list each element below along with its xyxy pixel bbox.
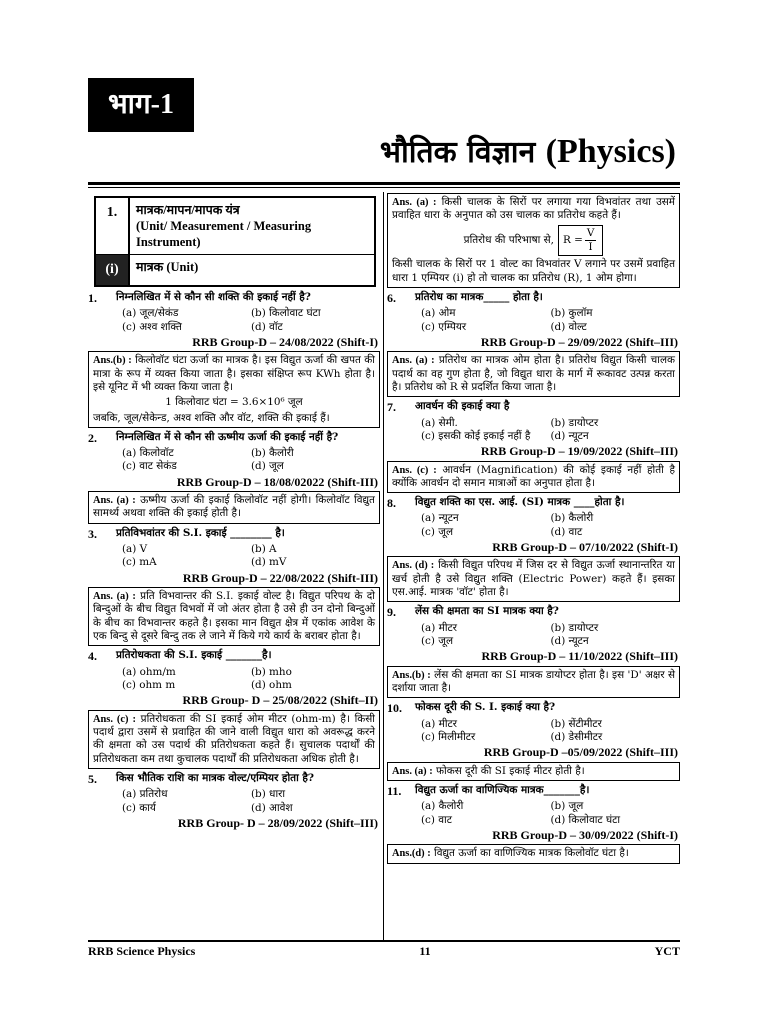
option: (c) mA [122, 556, 157, 569]
option: (b) जूल [550, 800, 584, 813]
answer-label: Ans. (c) : [93, 713, 136, 725]
exam-reference: RRB Group-D – 11/10/2022 (Shift–III) [481, 649, 678, 664]
subtopic-number: (i) [96, 255, 130, 285]
answer-box [88, 351, 380, 428]
option: (a) V [122, 543, 148, 556]
question-10 [387, 701, 680, 716]
answer-text: ऊष्मीय ऊर्जा की इकाई किलोवॉट नहीं होगी। किलोवॉट विद्युत सामर्थ्य अथवा शक्ति की इकाई होती है। [93, 494, 375, 520]
title-english: (Physics) [545, 133, 676, 170]
question-text: विद्युत ऊर्जा का वाणिज्यिक मात्रक_______है। [415, 784, 590, 797]
question-text: लेंस की क्षमता का SI मात्रक क्या है? [415, 605, 559, 618]
option: (a) किलोवॉट [122, 447, 174, 460]
formula-numerator: V [585, 227, 597, 241]
exam-reference: RRB Group- D – 28/09/2022 (Shift–III) [177, 815, 378, 830]
option: (c) वाट सेकंड [122, 460, 177, 473]
answer-box [387, 844, 680, 863]
option: (c) मिलीमीटर [421, 731, 476, 744]
question-text: आवर्धन की इकाई क्या है [415, 400, 510, 413]
options [88, 666, 380, 693]
column-divider [383, 192, 384, 940]
exam-reference: RRB Group-D – 22/08/2022 (Shift-III) [182, 570, 378, 585]
answer-box [387, 351, 680, 397]
option: (d) किलोवाट घंटा [550, 813, 621, 826]
answer-box [88, 710, 380, 769]
option: (a) ohm/m [122, 665, 176, 678]
exam-reference: RRB Group-D – 19/09/2022 (Shift–III) [480, 444, 678, 459]
options [387, 622, 680, 649]
answer-box [88, 587, 380, 646]
question-number: 9. [387, 605, 396, 620]
answer-text: प्रति विभवान्तर की S.I. इकाई वोल्ट है। विद्युत परिपथ के दो बिन्दुओं के बीच विद्युत विभवों में जो अंतर होता है उसे ही उन दोनो बिन्दुओं के बीच का विभवान्तर कहते है। इसका मान विद्युत क्षेत्र में एकांक आवेश के एक बिन्दु से दूसरे बिन्दु तक ले जाने में किये गये कार्य के बराबर होता है। [93, 590, 375, 643]
question-text: विद्युत शक्ति का एस. आई. (SI) मात्रक ____होता है। [415, 496, 625, 509]
option: (a) जूल/सेकंड [122, 307, 179, 320]
option: (d) वाट [550, 525, 583, 538]
option: (a) मीटर [421, 621, 457, 634]
question-text: फोकस दूरी की S. I. इकाई क्या है? [415, 701, 556, 714]
question-number: 4. [88, 649, 97, 664]
question-number: 5. [88, 771, 97, 786]
answer-label: Ans. (a) : [93, 591, 136, 603]
question-number: 7. [387, 400, 396, 415]
question-text: प्रतिविभवांतर की S.I. इकाई ________ है। [116, 526, 285, 539]
answer-label: Ans. (c) : [392, 464, 437, 476]
question-7 [387, 400, 680, 415]
formula-prefix: प्रतिरोध की परिभाषा से, [463, 233, 554, 246]
option: (d) ohm [251, 679, 292, 692]
subtopic-heading: मात्रक (Unit) [136, 260, 199, 274]
options [88, 307, 380, 334]
question-number: 1. [88, 290, 97, 305]
options [387, 307, 680, 334]
topic-heading: मात्रक/मापन/मापक यंत्र [136, 203, 240, 217]
options [88, 788, 380, 815]
answer-text: प्रतिरोध का मात्रक ओम होता है। प्रतिरोध विद्युत किसी चालक पदार्थ का वह गुण होता है, जो विद्युत धारा के मार्ग में रूकावट उत्पन्न करता है। प्रतिरोध को R से प्रदर्शित किया जाता है। [392, 354, 675, 393]
question-text: प्रतिरोध का मात्रक_____ होता है। [415, 290, 543, 303]
answer-label: Ans. (a) : [93, 495, 136, 507]
question-9 [387, 605, 680, 620]
option: (d) वॉट [251, 320, 283, 333]
exam-reference: RRB Group-D – 29/09/2022 (Shift–III) [480, 334, 678, 349]
topic-box [94, 196, 376, 287]
answer-box [387, 193, 680, 288]
answer-text: आवर्धन (Magnification) की कोई इकाई नहीं होती है क्योंकि आवर्धन दो समान मात्राओं का अनुपात होता है। [392, 463, 675, 489]
answer-formula: 1 किलोवाट घंटा = 3.6×10⁶ जूल [165, 396, 303, 409]
answer-text: लेंस की क्षमता का SI मात्रक डायोप्टर होता है। इस 'D' अक्षर से दर्शाया जाता है। [392, 668, 676, 695]
footer-book-title: RRB Science Physics [88, 944, 196, 958]
option: (c) कार्य [122, 801, 156, 814]
part-badge: भाग-1 [88, 78, 194, 132]
question-text: किस भौतिक राशि का मात्रक वोल्ट/एम्पियर होता है? [116, 771, 314, 784]
option: (b) कैलोरी [251, 447, 294, 460]
answer-text: किसी चालक के सिरों पर लगाया गया विभवांतर तथा उसमें प्रवाहित धारा के अनुपात को उस चालक का प्रतिरोध कहते हैं। [392, 196, 675, 222]
answer-label: Ans.(b) : [93, 355, 132, 367]
option: (d) डेसीमीटर [550, 731, 603, 744]
option: (a) न्यूटन [421, 512, 459, 525]
question-number: 8. [387, 496, 396, 511]
option: (a) ओम [421, 307, 456, 320]
question-text: निम्नलिखित में से कौन सी शक्ति की इकाई नहीं है? [116, 290, 311, 303]
option: (d) वोल्ट [550, 320, 587, 333]
option: (c) जूल [421, 525, 453, 538]
question-1 [88, 291, 380, 306]
option: (c) इसकी कोई इकाई नहीं है [421, 429, 531, 442]
option: (c) वाट [421, 813, 452, 826]
exam-reference: RRB Group-D – 24/08/2022 (Shift-I) [192, 334, 378, 349]
question-6 [387, 291, 680, 306]
question-number: 11. [387, 784, 402, 799]
exam-reference: RRB Group-D – 30/09/2022 (Shift-I) [492, 828, 678, 843]
option: (a) सेमी. [421, 416, 458, 429]
answer-text: किसी चालक के सिरों पर 1 वोल्ट का विभवांतर V लगाने पर उसमें प्रवाहित धारा 1 एम्पियर (i) हो तो चालक का प्रतिरोध (R), 1 ओम होगा। [392, 258, 675, 284]
answer-label: Ans. (a) : [392, 355, 435, 367]
option: (b) A [251, 543, 277, 556]
formula-denominator: I [588, 240, 593, 253]
answer-label: Ans. (d) : [392, 560, 435, 572]
topic-subheading: (Unit/ Measurement / Measuring Instrument) [136, 219, 312, 249]
options [387, 417, 680, 444]
right-column [387, 192, 680, 866]
options [387, 718, 680, 745]
left-column [88, 192, 380, 832]
question-number: 10. [387, 701, 402, 716]
header-rule-thick [88, 182, 680, 185]
question-3 [88, 527, 380, 542]
answer-label: Ans. (a) : [392, 765, 433, 777]
question-2 [88, 431, 380, 446]
question-text: निम्नलिखित में से कौन सी ऊष्मीय ऊर्जा की इकाई नहीं है? [116, 430, 339, 443]
answer-label: Ans.(b) : [392, 669, 431, 681]
exam-reference: RRB Group- D – 25/08/2022 (Shift–II) [182, 693, 378, 708]
option: (d) जूल [251, 460, 284, 473]
options [387, 512, 680, 539]
option: (b) कैलोरी [550, 512, 594, 525]
option: (d) mV [251, 556, 287, 569]
exam-reference: RRB Group-D – 18/08/02022 (Shift-III) [176, 474, 378, 489]
question-number: 2. [88, 430, 97, 445]
question-4 [88, 649, 380, 664]
option: (b) सेंटीमीटर [550, 717, 602, 730]
answer-text: किसी विद्युत परिपथ में जिस दर से विद्युत ऊर्जा स्थानान्तरित या खर्च होती है उसे विद्युत शक्ति (Electric Power) कहते हैं। इसका एस.आई. मात्रक 'वॉट' होता है। [392, 559, 675, 599]
options [88, 447, 380, 474]
chapter-title [380, 130, 676, 174]
option: (c) अश्व शक्ति [122, 320, 182, 333]
option: (a) मीटर [421, 717, 457, 730]
question-text: प्रतिरोधकता की S.I. इकाई _______है। [116, 649, 272, 662]
header-rule-thin [88, 187, 680, 188]
answer-box [88, 491, 380, 524]
answer-text: जबकि, जूल/सेकेन्ड, अश्व शक्ति और वॉट, शक्ति की इकाई हैं। [93, 411, 330, 424]
option: (c) एम्पियर [421, 320, 467, 333]
title-hindi: भौतिक विज्ञान [379, 135, 546, 170]
answer-text: फोकस दूरी की SI इकाई मीटर होती है। [436, 764, 585, 777]
option: (c) जूल [421, 635, 453, 648]
publisher-mark: YCT [654, 944, 680, 958]
option: (b) धारा [251, 788, 286, 801]
option: (a) प्रतिरोध [122, 788, 168, 801]
option: (a) कैलोरी [421, 800, 464, 813]
question-number: 3. [88, 526, 97, 541]
topic-number: 1. [96, 198, 130, 254]
question-8 [387, 496, 680, 511]
answer-text: प्रतिरोधकता की SI इकाई ओम मीटर (ohm-m) है। किसी पदार्थ द्वारा उसमें से प्रवाहित की जाने वाली विद्युत धारा को अवरूद्ध करने की क्षमता को उस पदार्थ की प्रतिरोधकता कहते हैं। सुचालक पदार्थों की प्रतिरोधकता कम तथा कुचालक पदार्थों की प्रतिरोधकता अधिक होती है। [93, 712, 375, 765]
option: (b) डायोप्टर [550, 621, 599, 634]
option: (d) आवेश [251, 801, 293, 814]
option: (b) डायोप्टर [550, 416, 599, 429]
answer-text: विद्युत ऊर्जा का वाणिज्यिक मात्रक किलोवॉट घंटा है। [434, 847, 629, 860]
options [88, 543, 380, 570]
option: (b) mho [251, 665, 292, 678]
answer-box [387, 461, 680, 494]
answer-box [387, 556, 680, 602]
option: (d) न्यूटन [550, 429, 589, 442]
question-5 [88, 772, 380, 787]
page-footer [88, 944, 680, 959]
resistance-formula [392, 225, 675, 257]
exam-reference: RRB Group-D – 07/10/2022 (Shift-I) [492, 540, 678, 555]
exam-reference: RRB Group-D –05/09/2022 (Shift–III) [483, 745, 678, 760]
options [387, 800, 680, 827]
question-number: 6. [387, 290, 396, 305]
option: (c) ohm m [122, 679, 176, 692]
footer-rule [88, 940, 680, 942]
option: (d) न्यूटन [550, 635, 589, 648]
option: (b) किलोवाट घंटा [251, 307, 321, 320]
formula-lhs: R = [562, 233, 583, 246]
option: (b) कुलॉम [550, 307, 593, 320]
answer-box [387, 666, 680, 699]
answer-box [387, 762, 680, 781]
question-11 [387, 784, 680, 799]
answer-label: Ans.(d) : [392, 848, 431, 860]
answer-label: Ans. (a) : [392, 197, 437, 208]
page-number: 11 [419, 944, 431, 958]
answer-text: किलोवॉट घंटा ऊर्जा का मात्रक है। इस विद्युत ऊर्जा की खपत की मात्रा के रूप में व्यक्त किया जाता है। इसका संक्षिप्त रूप KWh होता है। इसे यूनिट में भी व्यक्त किया जाता है। [93, 354, 375, 393]
